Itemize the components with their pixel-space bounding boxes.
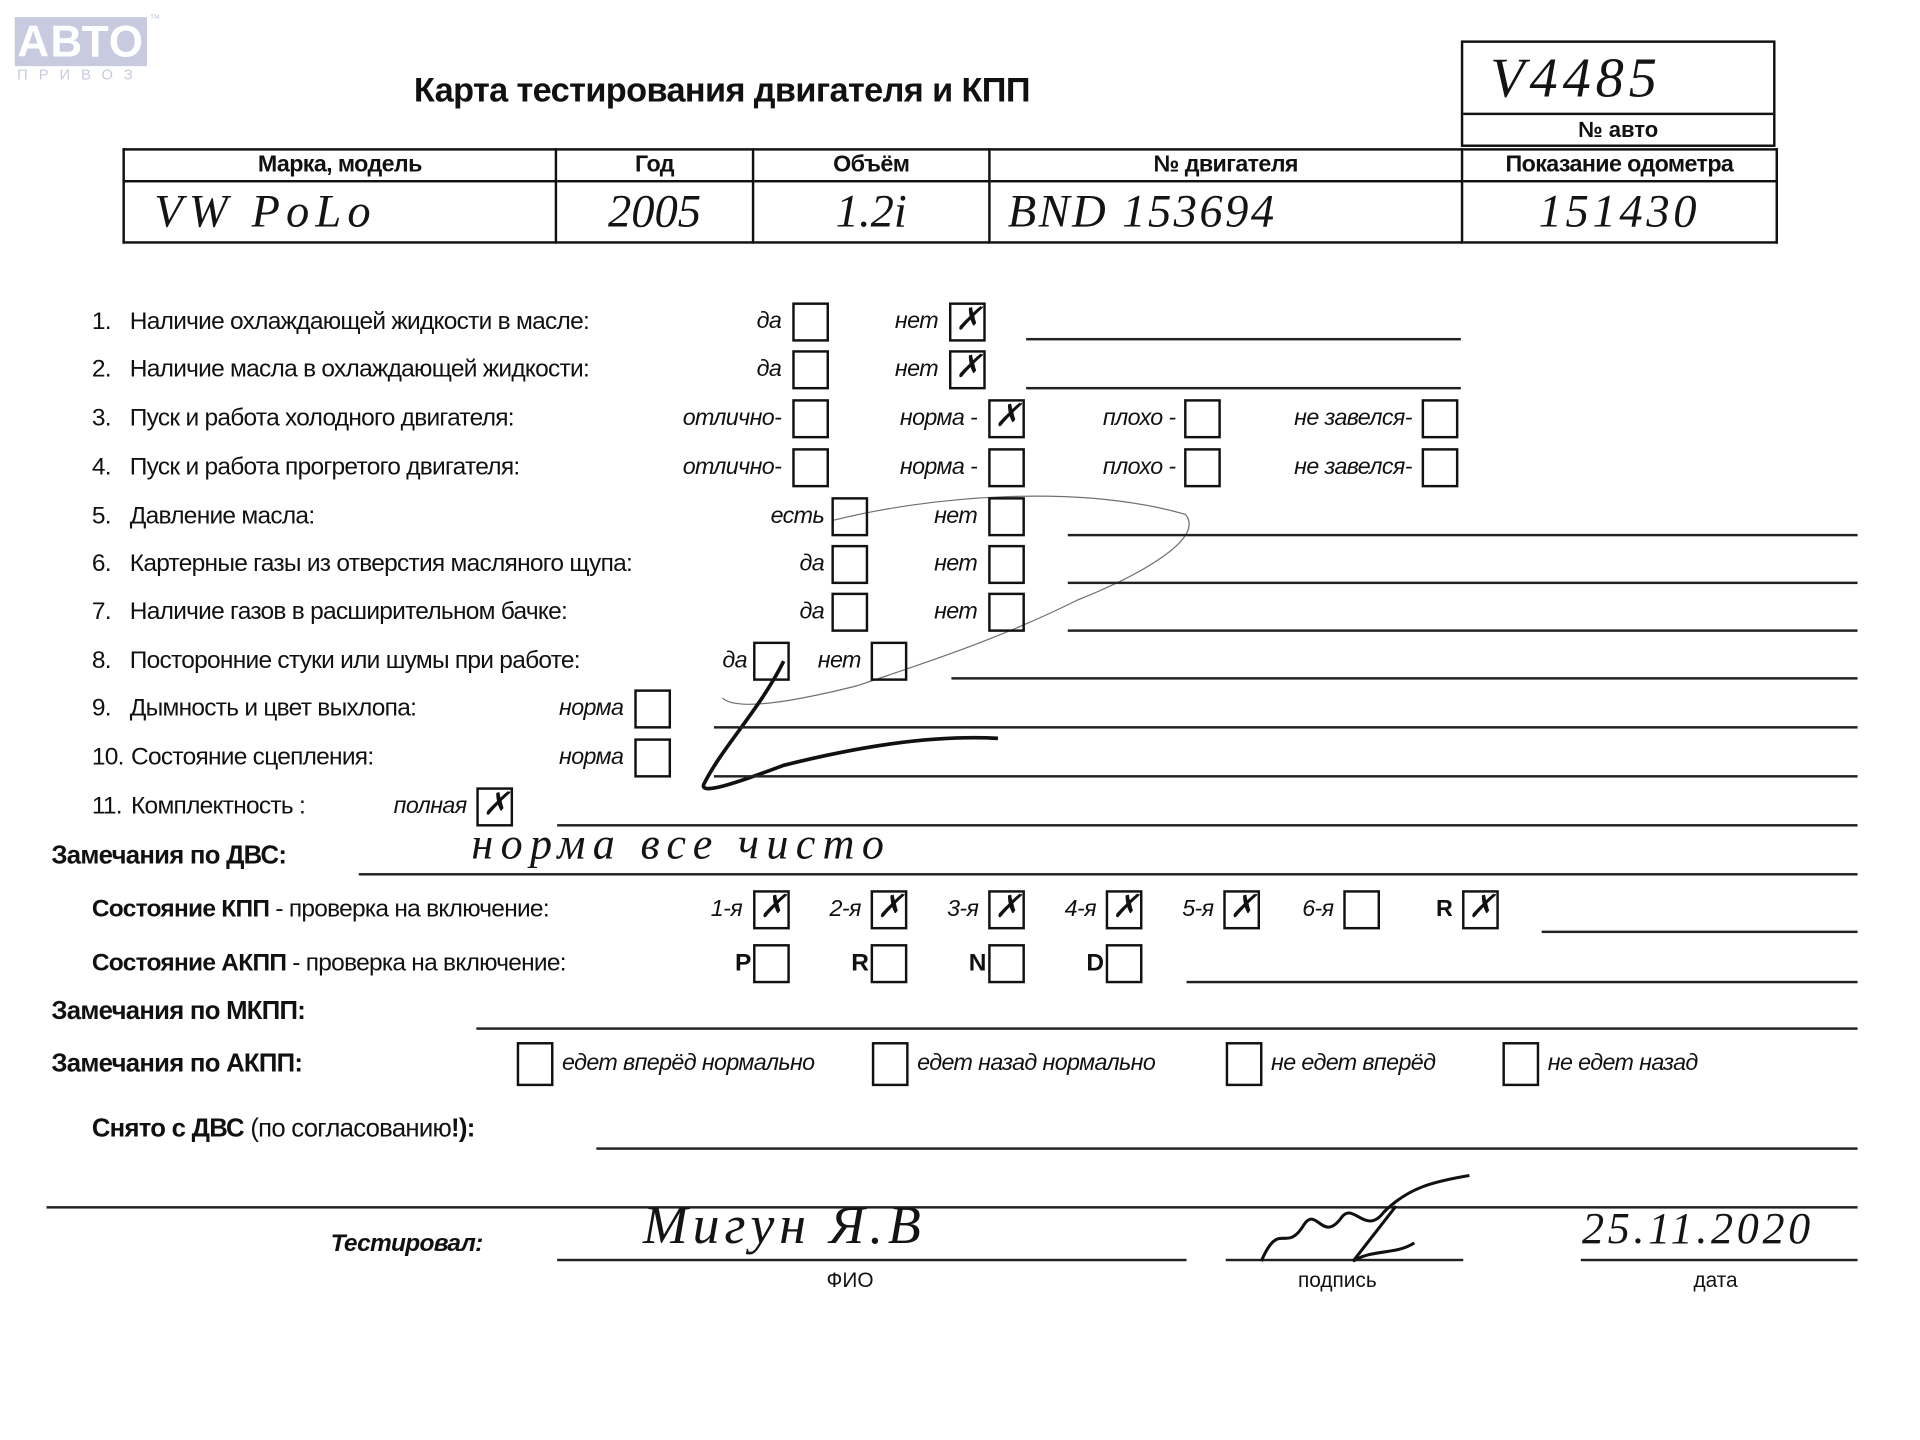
option-label: да xyxy=(722,647,747,674)
option-label: плохо - xyxy=(1102,454,1176,481)
car-number-value: V4485 xyxy=(1490,46,1662,109)
item-label: Наличие охлаждающей жидкости в масле: xyxy=(129,307,590,335)
vehicle-info-table xyxy=(122,148,1778,244)
gear-checkbox[interactable] xyxy=(753,890,790,929)
gear-label: 6-я xyxy=(1302,896,1334,923)
auto-gear-label: N xyxy=(968,949,986,977)
model-value[interactable]: VW PoLo xyxy=(124,181,556,242)
option-label: нет xyxy=(894,308,938,335)
auto-remark-label: не едет вперёд xyxy=(1271,1050,1436,1077)
auto-gear-checkbox[interactable] xyxy=(988,944,1025,983)
engine-remarks-value: норма все чисто xyxy=(471,819,892,869)
option-checkbox[interactable] xyxy=(792,448,829,487)
option-checkbox[interactable] xyxy=(1184,399,1221,438)
option-checkbox[interactable] xyxy=(1422,399,1459,438)
option-checkbox[interactable] xyxy=(988,545,1025,584)
option-checkbox[interactable] xyxy=(792,350,829,389)
auto-remark-checkbox[interactable] xyxy=(1226,1042,1263,1086)
option-checkbox[interactable] xyxy=(634,738,671,777)
col-header-year: Год xyxy=(556,149,753,181)
option-checkbox[interactable] xyxy=(988,448,1025,487)
item-notes-line[interactable] xyxy=(1068,629,1858,631)
manual-remarks-line[interactable] xyxy=(476,1027,1857,1029)
item-label: Пуск и работа холодного двигателя: xyxy=(129,404,514,432)
option-label: нет xyxy=(934,503,978,529)
tester-name: Мигун Я.В xyxy=(642,1195,926,1256)
car-number-label: № авто xyxy=(1578,117,1659,143)
option-label: не завелся- xyxy=(1294,454,1412,481)
option-checkbox[interactable] xyxy=(634,689,671,728)
option-label: отлично- xyxy=(682,405,782,432)
removed-line[interactable] xyxy=(596,1147,1857,1149)
auto-remark-label: едет вперёд нормально xyxy=(562,1050,815,1077)
option-label: не завелся- xyxy=(1294,405,1412,432)
item-label: Наличие газов в расширительном бачке: xyxy=(129,598,568,626)
col-header-model: Марка, модель xyxy=(124,149,556,181)
col-header-volume: Объём xyxy=(753,149,989,181)
col-header-odometer: Показание одометра xyxy=(1462,149,1777,181)
tested-label: Тестировал: xyxy=(330,1230,483,1257)
item-label: Комплектность : xyxy=(131,792,306,820)
option-checkbox[interactable] xyxy=(753,642,790,681)
option-checkbox[interactable] xyxy=(792,399,829,438)
option-checkbox[interactable] xyxy=(949,302,986,341)
option-label: есть xyxy=(770,503,825,529)
year-value[interactable]: 2005 xyxy=(556,181,753,242)
col-header-engine-number: № двигателя xyxy=(989,149,1462,181)
date-caption: дата xyxy=(1693,1268,1738,1292)
option-checkbox[interactable] xyxy=(792,302,829,341)
engine-remarks-label: Замечания по ДВС: xyxy=(51,841,287,870)
auto-gear-checkbox[interactable] xyxy=(871,944,908,983)
removed-label-normal: (по согласованию xyxy=(243,1114,452,1143)
option-checkbox[interactable] xyxy=(1184,448,1221,487)
signature xyxy=(1249,1169,1482,1279)
removed-label xyxy=(92,1114,475,1143)
option-checkbox[interactable] xyxy=(476,787,513,826)
item-label: Картерные газы из отверстия масляного щупа: xyxy=(129,550,633,578)
gear-checkbox[interactable] xyxy=(1462,890,1499,929)
option-checkbox[interactable] xyxy=(831,497,868,536)
volume-value[interactable]: 1.2i xyxy=(753,181,989,242)
item-number: 8. xyxy=(91,647,111,675)
gear-label: 2-я xyxy=(829,896,861,923)
item-number: 3. xyxy=(91,404,111,432)
item-notes-line[interactable] xyxy=(1026,338,1461,340)
logo-subtitle: ПРИВОЗ xyxy=(17,66,144,84)
gear-checkbox[interactable] xyxy=(1343,890,1380,929)
option-checkbox[interactable] xyxy=(988,399,1025,438)
option-label: полная xyxy=(393,793,467,820)
gearbox-label-rest: - проверка на включение: xyxy=(269,895,549,923)
item-number: 9. xyxy=(91,694,111,722)
option-label: нет xyxy=(894,356,938,383)
item-label: Посторонние стуки или шумы при работе: xyxy=(129,647,580,675)
item-number: 6. xyxy=(91,550,111,578)
option-label: да xyxy=(756,356,782,383)
auto-gearbox-label-rest: - проверка на включение: xyxy=(286,949,566,977)
item-number: 7. xyxy=(91,598,111,626)
item-notes-line[interactable] xyxy=(714,775,1858,777)
item-notes-line[interactable] xyxy=(557,824,1857,826)
avto-privoz-logo xyxy=(15,17,147,66)
gearbox-label-bold: Состояние КПП xyxy=(91,895,270,923)
option-label: норма - xyxy=(899,454,978,481)
option-label: норма - xyxy=(899,405,978,432)
engine-remarks-line[interactable] xyxy=(359,873,1858,875)
page-title: Карта тестирования двигателя и КПП xyxy=(413,71,1030,109)
option-label: норма xyxy=(559,744,624,771)
date-line[interactable] xyxy=(1581,1259,1858,1261)
gear-checkbox[interactable] xyxy=(1223,890,1260,929)
item-notes-line[interactable] xyxy=(1068,582,1858,584)
auto-gear-label: R xyxy=(851,949,869,977)
auto-gearbox-label-bold: Состояние АКПП xyxy=(91,949,287,977)
option-checkbox[interactable] xyxy=(988,593,1025,632)
item-number: 5. xyxy=(91,502,111,530)
option-label: нет xyxy=(934,598,978,625)
option-label: да xyxy=(799,551,825,577)
logo-text: АВТО xyxy=(17,15,145,67)
auto-remarks-label: Замечания по АКПП: xyxy=(51,1049,303,1078)
item-number: 1. xyxy=(91,307,111,335)
car-number-box[interactable] xyxy=(1461,40,1776,147)
option-checkbox[interactable] xyxy=(831,593,868,632)
auto-gear-label: D xyxy=(1086,949,1104,977)
option-checkbox[interactable] xyxy=(831,545,868,584)
auto-gear-label: P xyxy=(735,949,751,977)
option-checkbox[interactable] xyxy=(988,497,1025,536)
logo-tm: ™ xyxy=(149,12,161,25)
item-number: 2. xyxy=(91,355,111,383)
option-label: да xyxy=(756,308,782,335)
item-notes-line[interactable] xyxy=(1068,534,1858,536)
option-checkbox[interactable] xyxy=(949,350,986,389)
gearbox-label xyxy=(92,896,549,924)
item-notes-line[interactable] xyxy=(951,677,1857,679)
name-line[interactable] xyxy=(557,1259,1186,1261)
auto-remark-label: едет назад нормально xyxy=(917,1050,1156,1077)
removed-label-end: !): xyxy=(451,1114,475,1143)
gear-label: 5-я xyxy=(1182,896,1214,923)
signature-caption: подпись xyxy=(1297,1268,1377,1292)
auto-remark-checkbox[interactable] xyxy=(517,1042,554,1086)
option-label: нет xyxy=(934,551,978,577)
item-label: Наличие масла в охлаждающей жидкости: xyxy=(129,355,590,383)
gear-label: R xyxy=(1436,896,1453,923)
item-number: 11. xyxy=(91,792,122,820)
auto-remark-checkbox[interactable] xyxy=(872,1042,909,1086)
gear-checkbox[interactable] xyxy=(988,890,1025,929)
option-label: нет xyxy=(817,647,861,674)
name-caption: ФИО xyxy=(826,1268,874,1292)
gear-label: 3-я xyxy=(947,896,979,923)
removed-label-bold: Снято с ДВС xyxy=(91,1114,244,1143)
auto-gear-checkbox[interactable] xyxy=(753,944,790,983)
auto-remark-checkbox[interactable] xyxy=(1502,1042,1539,1086)
manual-remarks-label: Замечания по МКПП: xyxy=(51,996,306,1025)
gear-label: 1-я xyxy=(710,896,743,923)
gearbox-remarks-line[interactable] xyxy=(1542,931,1858,933)
engine-number-value[interactable]: BND 153694 xyxy=(989,181,1462,242)
gear-label: 4-я xyxy=(1064,896,1096,923)
gear-checkbox[interactable] xyxy=(1106,890,1143,929)
auto-remark-label: не едет назад xyxy=(1547,1050,1698,1077)
item-label: Пуск и работа прогретого двигателя: xyxy=(129,453,520,481)
odometer-value[interactable]: 151430 xyxy=(1462,181,1777,242)
option-checkbox[interactable] xyxy=(1422,448,1459,487)
auto-gearbox-label xyxy=(92,950,566,978)
item-label: Дымность и цвет выхлопа: xyxy=(129,694,417,722)
test-date: 25.11.2020 xyxy=(1582,1203,1814,1253)
option-label: отлично- xyxy=(682,454,782,481)
auto-gearbox-remarks-line[interactable] xyxy=(1187,981,1858,983)
item-notes-line[interactable] xyxy=(1026,387,1461,389)
item-number: 4. xyxy=(91,453,111,481)
item-number: 10. xyxy=(91,743,124,771)
gear-checkbox[interactable] xyxy=(871,890,908,929)
option-checkbox[interactable] xyxy=(871,642,908,681)
item-label: Состояние сцепления: xyxy=(131,743,374,771)
option-label: плохо - xyxy=(1102,405,1176,432)
auto-gear-checkbox[interactable] xyxy=(1106,944,1143,983)
item-notes-line[interactable] xyxy=(714,726,1858,728)
option-label: норма xyxy=(559,695,624,722)
option-label: да xyxy=(799,598,825,625)
item-label: Давление масла: xyxy=(129,502,315,530)
